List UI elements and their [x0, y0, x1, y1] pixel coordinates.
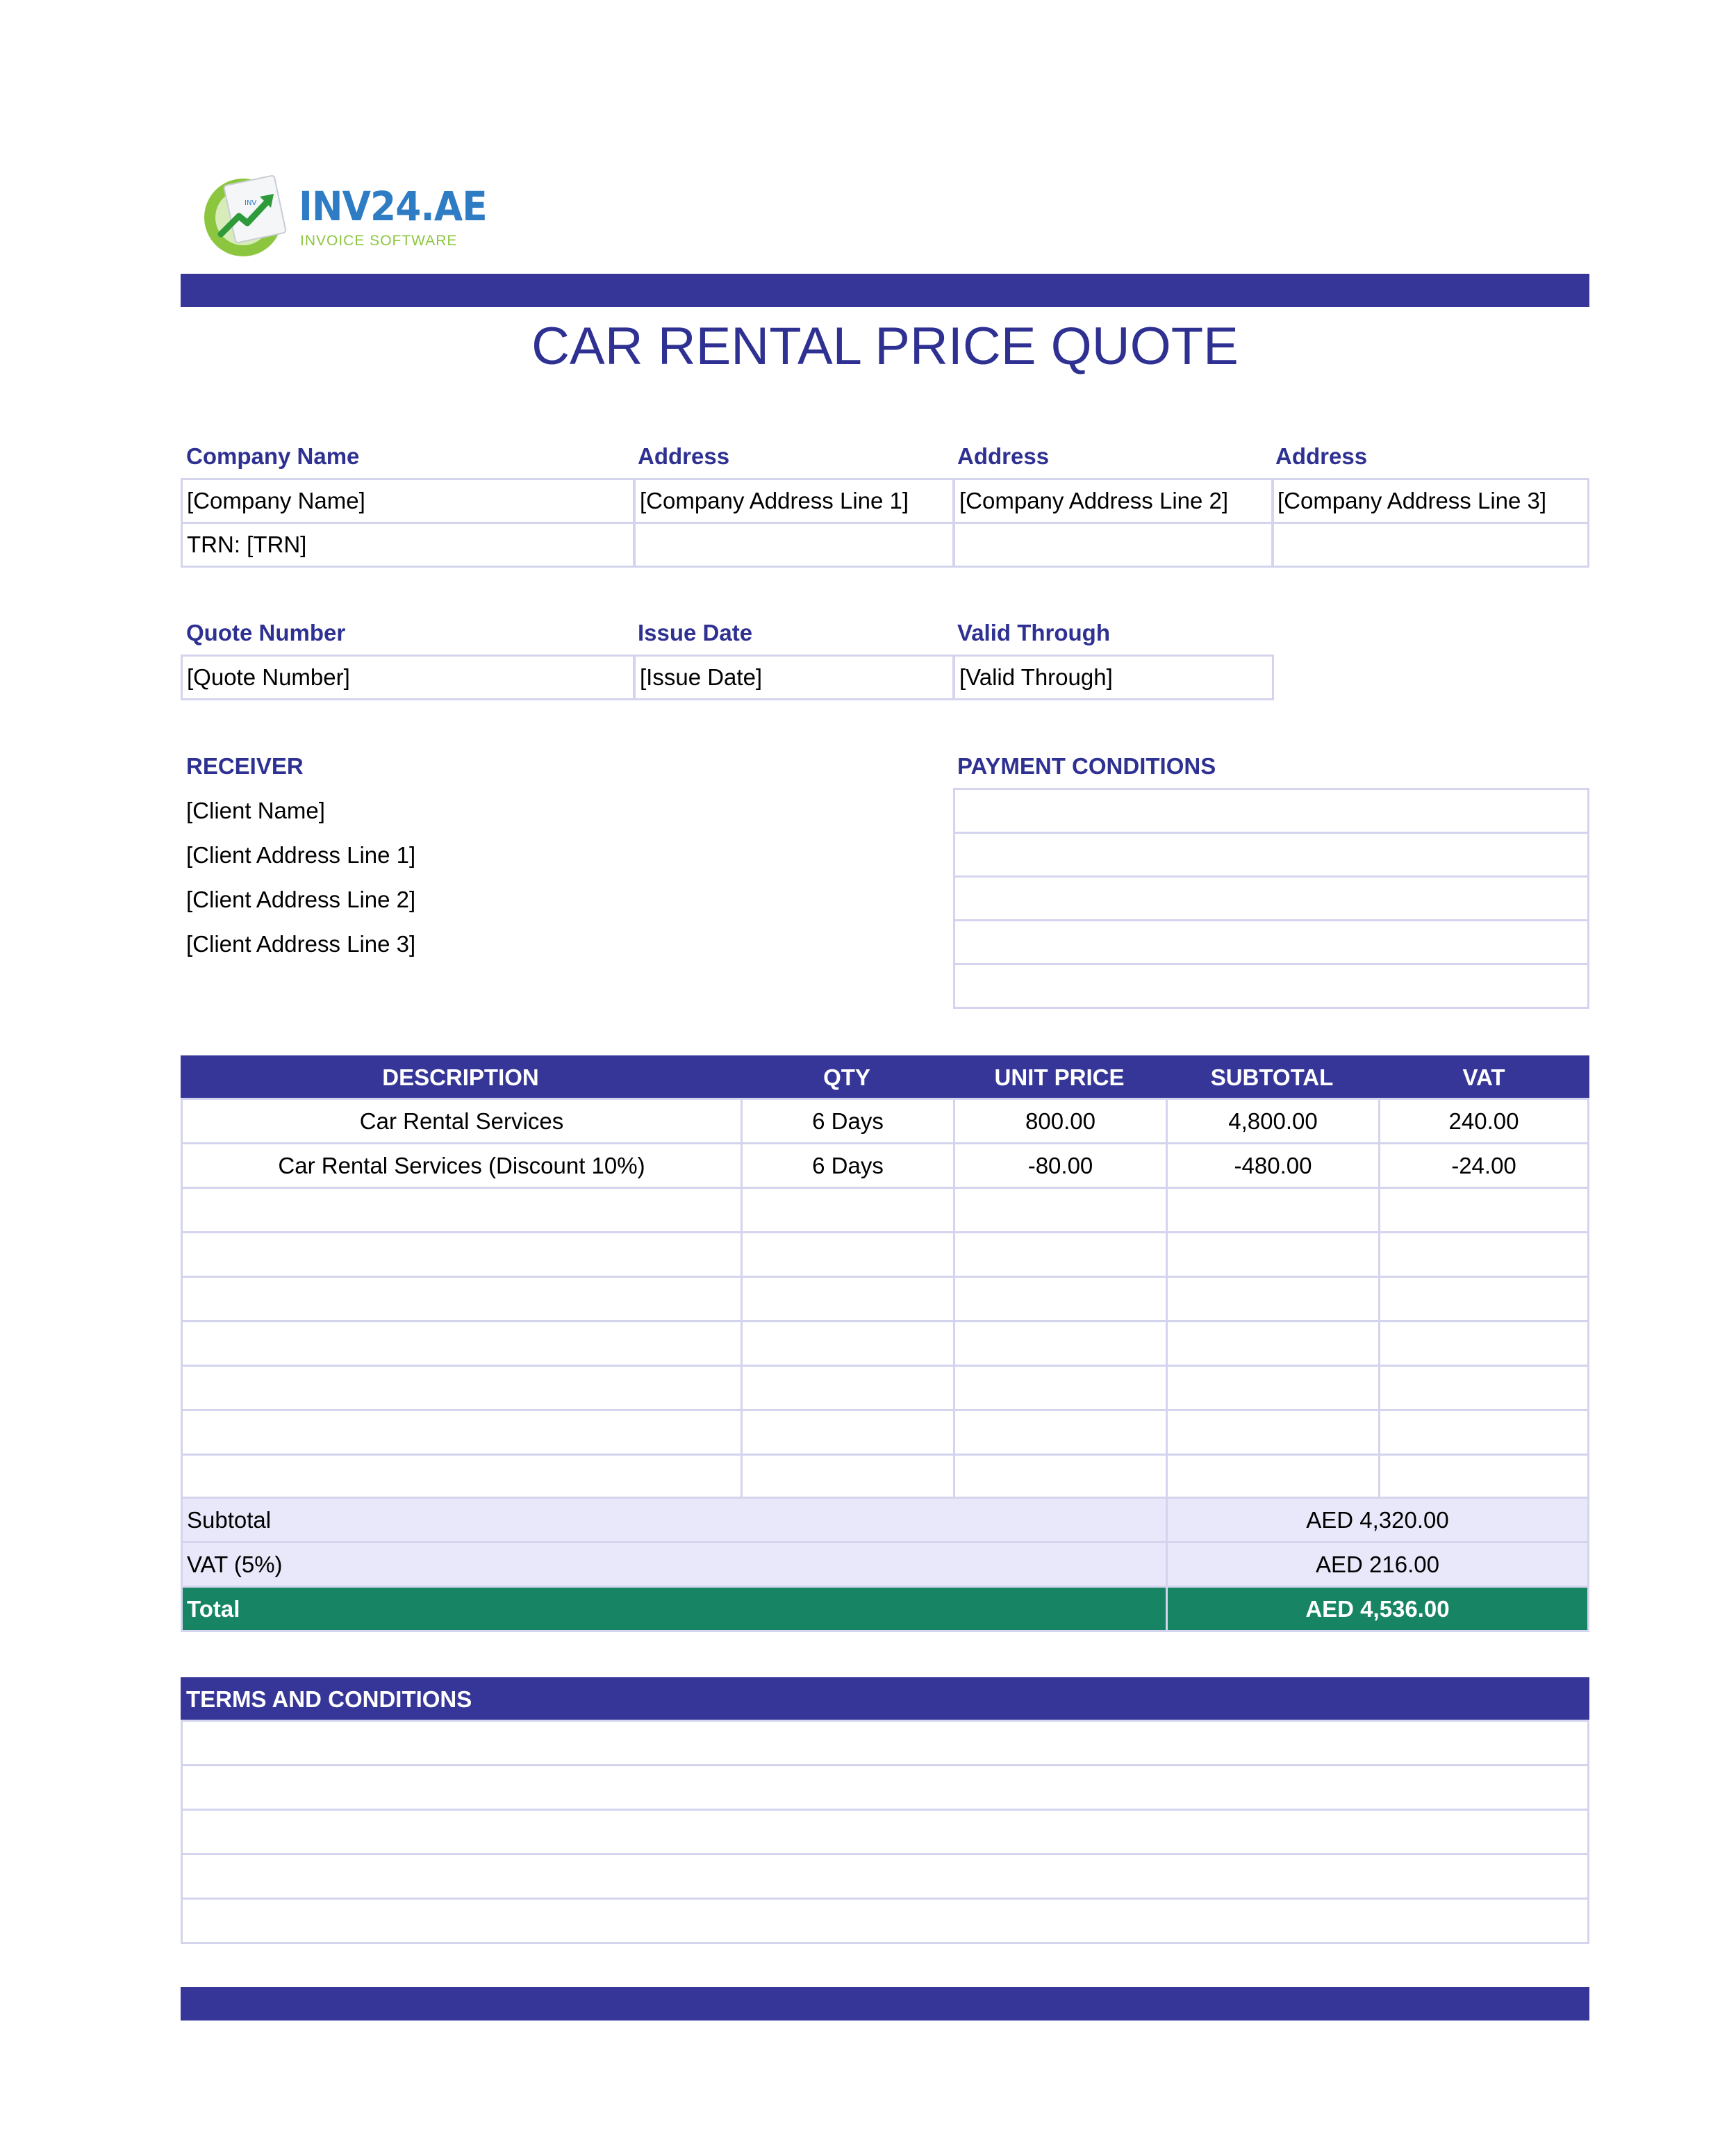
logo: [201, 170, 487, 261]
empty-item-cell: [181, 1276, 743, 1322]
empty-item-cell: [741, 1231, 955, 1278]
empty-item-cell: [953, 1320, 1168, 1367]
empty-item-cell: [741, 1365, 955, 1411]
bottom-accent-bar: [181, 1987, 1589, 2021]
client-address-line3: [Client Address Line 3]: [186, 931, 416, 957]
issue-date-label: Issue Date: [638, 620, 753, 645]
vat-label: VAT (5%): [181, 1541, 1168, 1588]
total-value: AED 4,536.00: [1166, 1586, 1589, 1632]
empty-item-cell: [1166, 1187, 1380, 1233]
empty-item-cell: [1166, 1320, 1380, 1367]
item-vat: 240.00: [1378, 1098, 1589, 1144]
receiver-label: RECEIVER: [186, 753, 304, 779]
empty-item-cell: [953, 1454, 1168, 1500]
empty-item-cell: [741, 1454, 955, 1500]
company-address-line2: [Company Address Line 2]: [953, 478, 1274, 524]
issue-date-cell: [Issue Date]: [634, 655, 954, 700]
item-vat: -24.00: [1378, 1142, 1589, 1189]
empty-item-cell: [1166, 1276, 1380, 1322]
client-address-line2: [Client Address Line 2]: [186, 887, 416, 912]
empty-item-cell: [181, 1409, 743, 1456]
total-label: Total: [181, 1586, 1168, 1632]
empty-item-cell: [1166, 1365, 1380, 1411]
empty-item-cell: [181, 1454, 743, 1500]
item-subtotal: -480.00: [1166, 1142, 1380, 1189]
empty-item-cell: [953, 1231, 1168, 1278]
empty-cell: [634, 522, 954, 568]
empty-item-cell: [1166, 1231, 1380, 1278]
item-unit-price: -80.00: [953, 1142, 1168, 1189]
column-header-subtotal: SUBTOTAL: [1210, 1064, 1334, 1090]
empty-item-cell: [1378, 1187, 1589, 1233]
terms-row: [181, 1720, 1589, 1766]
empty-item-cell: [1378, 1409, 1589, 1456]
payment-conditions-label: PAYMENT CONDITIONS: [957, 753, 1216, 779]
subtotal-label: Subtotal: [181, 1497, 1168, 1543]
item-unit-price: 800.00: [953, 1098, 1168, 1144]
address-label-2: Address: [957, 443, 1050, 469]
empty-item-cell: [741, 1320, 955, 1367]
empty-item-cell: [181, 1365, 743, 1411]
empty-item-cell: [953, 1187, 1168, 1233]
empty-cell: [953, 522, 1274, 568]
column-header-qty: QTY: [823, 1064, 870, 1090]
quote-number-cell: [Quote Number]: [181, 655, 635, 700]
empty-item-cell: [181, 1320, 743, 1367]
item-description: Car Rental Services: [181, 1098, 743, 1144]
company-name-cell: [Company Name]: [181, 478, 635, 524]
item-qty: 6 Days: [741, 1098, 955, 1144]
vat-value: AED 216.00: [1166, 1541, 1589, 1588]
payment-conditions-row: [953, 919, 1589, 965]
client-name: [Client Name]: [186, 798, 325, 823]
terms-row: [181, 1853, 1589, 1900]
payment-conditions-row: [953, 788, 1589, 834]
column-header-unit-price: UNIT PRICE: [994, 1064, 1125, 1090]
address-label-3: Address: [1275, 443, 1368, 469]
empty-cell: [1271, 522, 1589, 568]
document-title: CAR RENTAL PRICE QUOTE: [531, 317, 1239, 376]
terms-label: TERMS AND CONDITIONS: [186, 1686, 472, 1712]
terms-row: [181, 1809, 1589, 1855]
top-accent-bar: [181, 274, 1589, 307]
client-address-line1: [Client Address Line 1]: [186, 842, 416, 868]
empty-item-cell: [1378, 1365, 1589, 1411]
payment-conditions-row: [953, 875, 1589, 921]
valid-through-cell: [Valid Through]: [953, 655, 1274, 700]
empty-item-cell: [953, 1365, 1168, 1411]
company-trn-cell: TRN: [TRN]: [181, 522, 635, 568]
empty-item-cell: [181, 1231, 743, 1278]
empty-item-cell: [1378, 1276, 1589, 1322]
company-address-line3: [Company Address Line 3]: [1271, 478, 1589, 524]
item-qty: 6 Days: [741, 1142, 955, 1189]
logo-brand: INV24.AE: [299, 183, 487, 230]
empty-item-cell: [1166, 1409, 1380, 1456]
terms-row: [181, 1898, 1589, 1944]
empty-item-cell: [1378, 1320, 1589, 1367]
logo-icon: [201, 170, 292, 261]
column-header-description: DESCRIPTION: [382, 1064, 539, 1090]
logo-badge-text: INV: [245, 199, 257, 207]
valid-through-label: Valid Through: [957, 620, 1110, 645]
empty-item-cell: [181, 1187, 743, 1233]
item-description: Car Rental Services (Discount 10%): [181, 1142, 743, 1189]
payment-conditions-row: [953, 963, 1589, 1009]
quote-number-label: Quote Number: [186, 620, 346, 645]
company-name-label: Company Name: [186, 443, 360, 469]
item-subtotal: 4,800.00: [1166, 1098, 1380, 1144]
address-label-1: Address: [638, 443, 730, 469]
company-address-line1: [Company Address Line 1]: [634, 478, 954, 524]
empty-item-cell: [741, 1276, 955, 1322]
column-header-vat: VAT: [1462, 1064, 1505, 1090]
empty-item-cell: [953, 1276, 1168, 1322]
payment-conditions-row: [953, 832, 1589, 878]
empty-item-cell: [1378, 1454, 1589, 1500]
empty-item-cell: [953, 1409, 1168, 1456]
empty-item-cell: [1166, 1454, 1380, 1500]
subtotal-value: AED 4,320.00: [1166, 1497, 1589, 1543]
empty-item-cell: [741, 1187, 955, 1233]
empty-item-cell: [741, 1409, 955, 1456]
logo-tagline: INVOICE SOFTWARE: [300, 233, 458, 249]
empty-item-cell: [1378, 1231, 1589, 1278]
terms-row: [181, 1764, 1589, 1811]
